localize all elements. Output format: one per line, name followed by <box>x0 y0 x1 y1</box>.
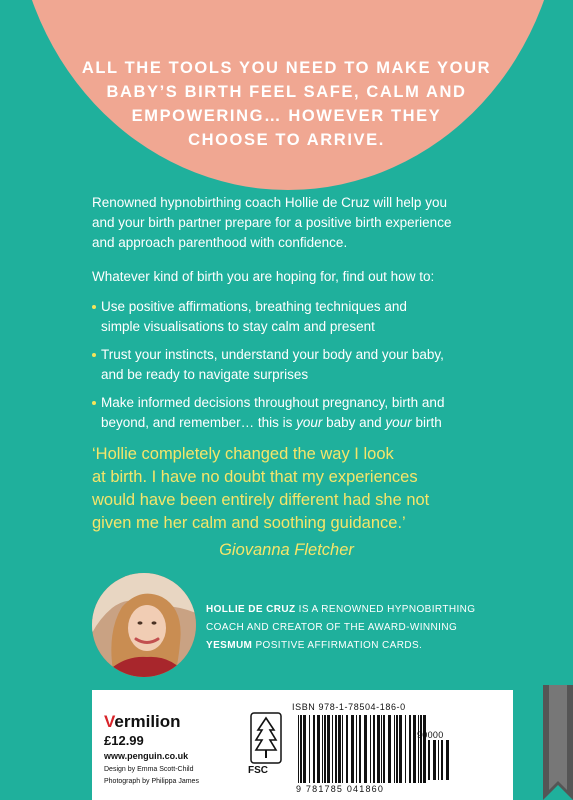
page-corner-flag-icon <box>543 685 573 800</box>
barcode-bar <box>428 740 430 780</box>
barcode-bar <box>446 740 449 780</box>
bullet-dot-icon <box>92 353 96 357</box>
bullet-line: Make informed decisions throughout pregnancy, birth and <box>101 395 445 410</box>
publisher-url: www.penguin.co.uk <box>104 751 189 761</box>
bullet-lead-text: Whatever kind of birth you are hoping for, find out how to: <box>92 269 435 284</box>
price: £12.99 <box>104 733 144 748</box>
barcode-bar <box>313 715 315 783</box>
barcode-bar <box>438 740 439 780</box>
bullet-line: Trust your instincts, understand your body and your baby, <box>101 347 444 362</box>
bio-text: POSITIVE AFFIRMATION CARDS. <box>252 640 423 651</box>
bio-text: IS A RENOWNED HYPNOBIRTHING <box>295 604 476 615</box>
barcode-bar <box>396 715 398 783</box>
barcode-bar <box>377 715 380 783</box>
intro-line: and approach parenthood with confidence. <box>92 235 348 250</box>
bullet-line: and be ready to navigate surprises <box>101 367 309 382</box>
publisher-logo-rest: ermilion <box>114 712 181 731</box>
barcode-bar <box>317 715 320 783</box>
barcode-bar <box>342 715 343 783</box>
bio-line <box>206 601 475 619</box>
bullet-item <box>92 297 532 337</box>
intro-paragraph <box>92 193 512 253</box>
photo-credit: Photograph by Philippa James <box>104 778 199 785</box>
headline-line: EMPOWERING… HOWEVER THEY <box>131 107 442 125</box>
barcode-bar <box>322 715 323 783</box>
barcode-bar <box>351 715 354 783</box>
barcode-bar <box>413 715 416 783</box>
bullet-line <box>101 413 532 433</box>
barcode-bar <box>409 715 411 783</box>
barcode-bar <box>335 715 337 783</box>
author-bio <box>206 601 475 655</box>
bullet-line: simple visualisations to stay calm and present <box>101 319 375 334</box>
isbn-barcode-icon <box>296 715 426 785</box>
publisher-logo-initial: V <box>104 712 115 731</box>
barcode-bar <box>309 715 310 783</box>
price-code: 90000 <box>417 730 444 740</box>
barcode-bar <box>327 715 330 783</box>
author-name: HOLLIE DE CRUZ <box>206 604 296 615</box>
quote-line: given me her calm and soothing guidance.’ <box>92 514 406 532</box>
bullet-item <box>92 393 532 433</box>
intro-line: and your birth partner prepare for a positive birth experience <box>92 215 452 230</box>
barcode-bar <box>298 715 299 783</box>
quote-author: Giovanna Fletcher <box>219 541 354 559</box>
price-barcode-icon <box>422 740 450 780</box>
barcode-bar <box>364 715 367 783</box>
barcode-bar <box>338 715 341 783</box>
author-portrait-icon <box>92 573 196 677</box>
barcode-bar <box>370 715 371 783</box>
brand-name: YESMUM <box>206 640 253 651</box>
barcode-bar <box>300 715 302 783</box>
bullet-text: birth <box>411 415 442 430</box>
headline-line: CHOOSE TO ARRIVE. <box>188 131 385 149</box>
barcode-bar <box>394 715 395 783</box>
emphasis-text: your <box>296 415 323 430</box>
bio-line: COACH AND CREATOR OF THE AWARD-WINNING <box>206 622 458 633</box>
barcode-bar <box>332 715 333 783</box>
author-photo <box>92 573 196 677</box>
emphasis-text: your <box>385 415 412 430</box>
headline-line: BABY’S BIRTH FEEL SAFE, CALM AND <box>106 83 467 101</box>
barcode-bar <box>383 715 385 783</box>
testimonial-quote <box>92 443 532 535</box>
quote-line: ‘Hollie completely changed the way I look <box>92 445 394 463</box>
barcode-bar <box>303 715 306 783</box>
bullet-dot-icon <box>92 305 96 309</box>
barcode-bar <box>388 715 391 783</box>
fsc-label: FSC <box>248 765 268 776</box>
quote-line: at birth. I have no doubt that my experiences <box>92 468 418 486</box>
barcode-bar <box>418 715 419 783</box>
barcode-bar <box>399 715 402 783</box>
barcode-bar <box>441 740 443 780</box>
barcode-bar <box>424 740 425 780</box>
headline-line: ALL THE TOOLS YOU NEED TO MAKE YOUR <box>81 59 492 77</box>
barcode-bar <box>405 715 406 783</box>
bullet-list <box>92 297 532 441</box>
bullet-text: beyond, and remember… this is <box>101 415 297 430</box>
bullet-line: Use positive affirmations, breathing techniques and <box>101 299 407 314</box>
isbn-digits: 9 781785 041860 <box>296 784 385 794</box>
bio-line <box>206 637 475 655</box>
isbn-text: ISBN 978-1-78504-186-0 <box>292 702 406 712</box>
publisher-logo <box>104 712 181 732</box>
barcode-bar <box>433 740 436 780</box>
intro-line: Renowned hypnobirthing coach Hollie de Cruz will help you <box>92 195 447 210</box>
fsc-tree-icon <box>250 712 282 768</box>
barcode-bar <box>381 715 382 783</box>
barcode-bar <box>356 715 357 783</box>
imprint-panel <box>92 690 513 800</box>
headline <box>70 56 503 152</box>
quote-line: would have been entirely different had she not <box>92 491 430 509</box>
barcode-bar <box>324 715 326 783</box>
barcode-bar <box>373 715 375 783</box>
barcode-bar <box>359 715 361 783</box>
design-credit: Design by Emma Scott-Child <box>104 766 194 773</box>
barcode-bar <box>346 715 348 783</box>
bullet-item <box>92 345 532 385</box>
bullet-text: baby and <box>322 415 386 430</box>
bullet-dot-icon <box>92 401 96 405</box>
